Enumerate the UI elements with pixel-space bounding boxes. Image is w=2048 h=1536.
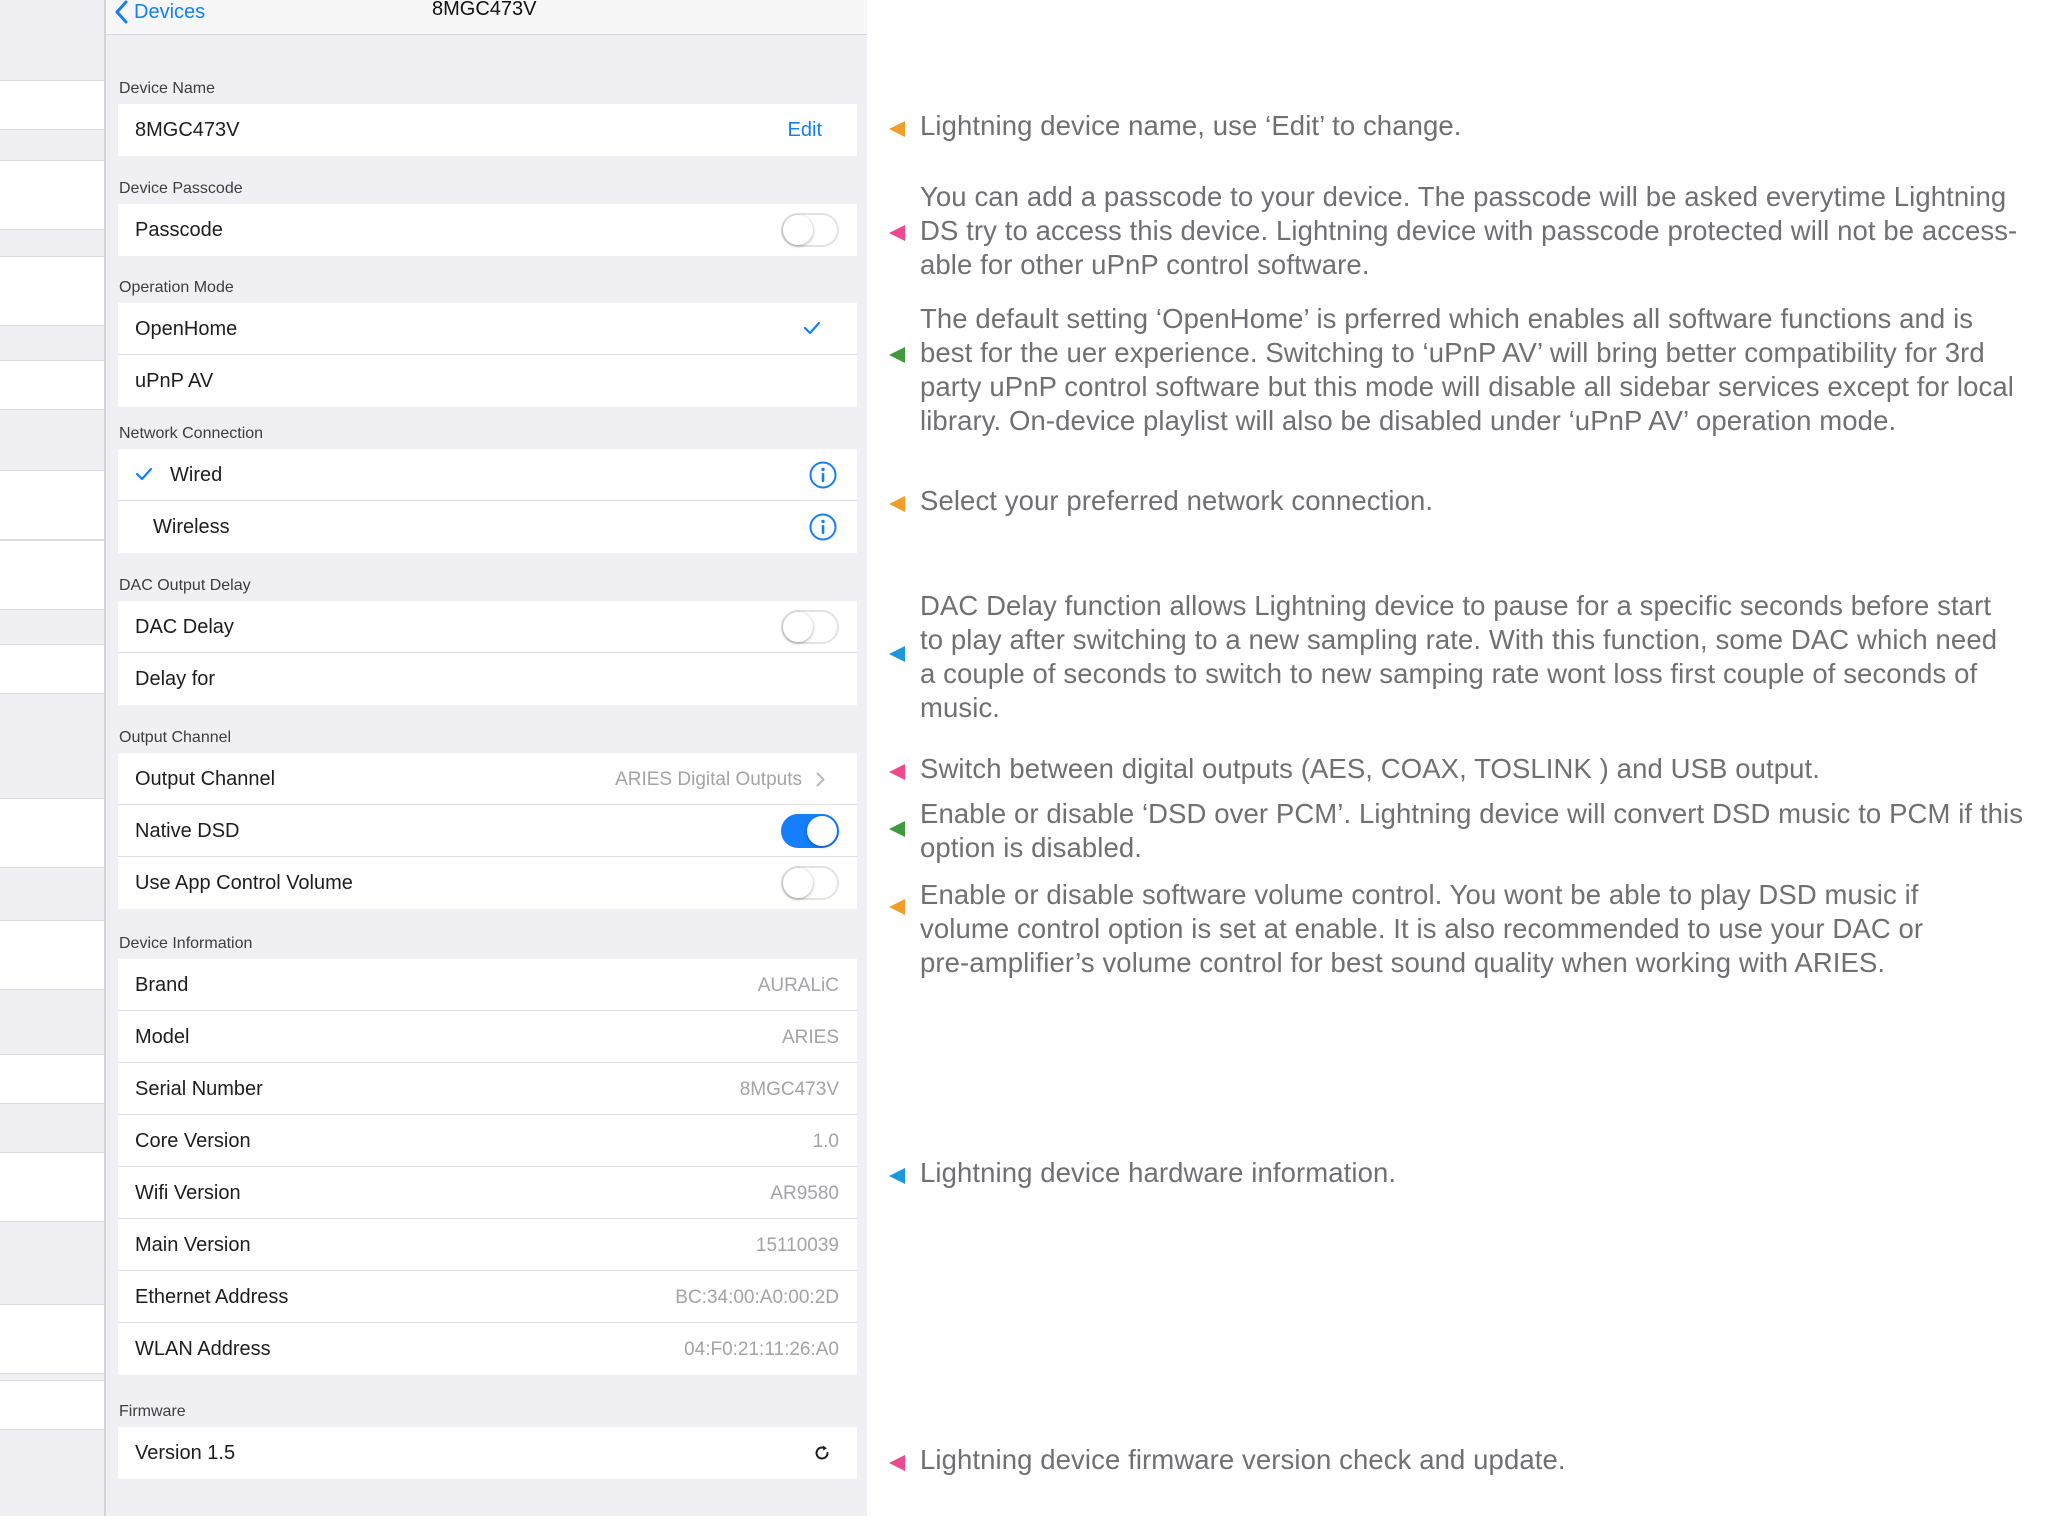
device-settings-panel <box>106 0 867 1516</box>
master-list-cell[interactable] <box>0 1380 104 1430</box>
device-info-row <box>118 1115 857 1167</box>
section-header-dac-output-delay: DAC Output Delay <box>119 577 251 594</box>
device-info-label: Core Version <box>135 1130 251 1152</box>
device-info-value: 04:F0:21:11:26:A0 <box>684 1339 839 1360</box>
device-info-row <box>118 1167 857 1219</box>
device-info-label: Ethernet Address <box>135 1286 289 1308</box>
annotation-line: Enable or disable software volume control. You wont be able to play DSD music if <box>920 879 1919 910</box>
annotation-line: best for the uer experience. Switching to ‘uPnP AV’ will bring better compatibility for 3rd <box>920 337 1985 368</box>
app-volume-label: Use App Control Volume <box>135 872 353 894</box>
device-name-value: 8MGC473V <box>135 119 240 141</box>
device-info-row <box>118 1271 857 1323</box>
group-dac-output-delay <box>118 601 857 705</box>
device-info-value: AURALiC <box>757 975 839 996</box>
annotation-line: pre-amplifier’s volume control for best sound quality when working with ARIES. <box>920 947 1886 978</box>
annotation-note <box>920 1156 1396 1190</box>
network-option-wireless[interactable] <box>118 501 857 553</box>
annotation-note <box>920 1443 1566 1477</box>
app-volume-toggle[interactable] <box>781 866 839 900</box>
output-channel-value: ARIES Digital Outputs <box>615 769 802 790</box>
output-channel-row[interactable] <box>118 753 857 805</box>
master-list-cell[interactable] <box>0 540 104 610</box>
option-label: OpenHome <box>135 318 238 340</box>
firmware-row <box>118 1427 857 1479</box>
annotation-pointer-icon <box>889 1168 905 1184</box>
annotation-line: Switch between digital outputs (AES, COAX, TOSLINK ) and USB output. <box>920 753 1820 784</box>
device-info-value: ARIES <box>781 1027 839 1048</box>
annotation-pointer-icon <box>889 121 905 137</box>
output-channel-label: Output Channel <box>135 768 276 790</box>
annotation-note <box>920 752 1820 786</box>
toggle-knob <box>783 868 813 898</box>
annotation-line: Lightning device hardware information. <box>920 1157 1397 1188</box>
annotation-note <box>920 878 1923 980</box>
network-option-wired[interactable] <box>118 449 857 501</box>
master-list-cell[interactable] <box>0 644 104 694</box>
annotation-line: Enable or disable ‘DSD over PCM’. Lightning device will convert DSD music to PCM if this <box>920 798 2024 829</box>
annotation-line: a couple of seconds to switch to new samping rate wont loss first couple of seconds of <box>920 658 1978 689</box>
section-header-device-name: Device Name <box>119 80 216 97</box>
device-info-value: 1.0 <box>812 1131 839 1152</box>
master-list-cell[interactable] <box>0 80 104 130</box>
annotation-line: volume control option is set at enable. It is also recommended to use your DAC or <box>920 913 1924 944</box>
group-firmware <box>118 1427 857 1479</box>
group-output-channel <box>118 753 857 909</box>
annotation-note <box>920 797 2023 865</box>
annotation-pointer-icon <box>889 646 905 662</box>
device-info-row <box>118 1011 857 1063</box>
device-info-value: 15110039 <box>755 1235 839 1256</box>
chevron-right-icon <box>816 772 825 787</box>
toggle-knob <box>783 612 813 642</box>
device-info-label: WLAN Address <box>135 1338 271 1360</box>
device-info-value: BC:34:00:A0:00:2D <box>675 1287 839 1308</box>
master-list-cell[interactable] <box>0 920 104 990</box>
back-button[interactable] <box>114 0 205 26</box>
annotation-line: You can add a passcode to your device. The passcode will be asked everytime Lightning <box>920 181 2007 212</box>
master-list-cell[interactable] <box>0 470 104 540</box>
annotation-line: The default setting ‘OpenHome’ is prferred which enables all software functions and is <box>920 303 1974 334</box>
master-list-cell[interactable] <box>0 798 104 868</box>
firmware-version-label: Version 1.5 <box>135 1442 236 1464</box>
native-dsd-label: Native DSD <box>135 820 240 842</box>
annotation-line: party uPnP control software but this mode will disable all sidebar services except for local <box>920 371 2014 402</box>
group-operation-mode <box>118 303 857 407</box>
annotation-line: library. On-device playlist will also be disabled under ‘uPnP AV’ operation mode. <box>920 405 1897 436</box>
annotation-pointer-icon <box>889 496 905 512</box>
device-info-row <box>118 1219 857 1271</box>
dac-delay-label: DAC Delay <box>135 616 234 638</box>
back-label: Devices <box>134 0 206 23</box>
master-list-cell[interactable] <box>0 1304 104 1374</box>
section-header-network-connection: Network Connection <box>119 425 264 442</box>
annotation-note <box>920 109 1462 143</box>
toggle-knob <box>807 816 837 846</box>
annotation-line: music. <box>920 692 1001 723</box>
annotation-note <box>920 302 2014 438</box>
master-list-cell[interactable] <box>0 360 104 410</box>
navigation-bar <box>106 0 867 35</box>
toggle-knob <box>783 215 813 245</box>
native-dsd-row <box>118 805 857 857</box>
info-icon[interactable] <box>809 513 837 541</box>
annotation-note <box>920 180 2017 282</box>
passcode-row <box>118 204 857 256</box>
page-title: 8MGC473V <box>432 0 537 20</box>
operation-mode-option-openhome[interactable] <box>118 303 857 355</box>
delay-for-row[interactable] <box>118 653 857 705</box>
annotation-note <box>920 589 1997 725</box>
annotation-pointer-icon <box>889 821 905 837</box>
passcode-toggle[interactable] <box>781 213 839 247</box>
device-info-label: Serial Number <box>135 1078 263 1100</box>
app-volume-row <box>118 857 857 909</box>
device-info-row <box>118 959 857 1011</box>
chevron-left-icon <box>114 0 128 24</box>
option-label: uPnP AV <box>135 370 214 392</box>
option-label: Wireless <box>153 516 230 538</box>
annotation-line: able for other uPnP control software. <box>920 249 1370 280</box>
edit-button[interactable]: Edit <box>787 119 822 141</box>
annotation-line: DAC Delay function allows Lightning device to pause for a specific seconds before start <box>920 590 1992 621</box>
master-list-cell[interactable] <box>0 1152 104 1222</box>
annotation-line: Lightning device name, use ‘Edit’ to change. <box>920 110 1462 141</box>
master-list-cell[interactable] <box>0 160 104 230</box>
device-info-value: AR9580 <box>770 1183 839 1204</box>
dac-delay-toggle[interactable] <box>781 610 839 644</box>
device-info-label: Wifi Version <box>135 1182 241 1204</box>
annotation-line: Lightning device firmware version check and update. <box>920 1444 1566 1475</box>
section-header-device-information: Device Information <box>119 935 253 952</box>
annotation-pointer-icon <box>889 225 905 241</box>
annotation-note <box>920 484 1433 518</box>
device-info-label: Main Version <box>135 1234 251 1256</box>
checkmark-icon <box>803 321 821 335</box>
device-info-row <box>118 1063 857 1115</box>
annotation-line: option is disabled. <box>920 832 1143 863</box>
dac-delay-row <box>118 601 857 653</box>
passcode-label: Passcode <box>135 219 223 241</box>
section-header-output-channel: Output Channel <box>119 729 232 746</box>
annotation-pointer-icon <box>889 899 905 915</box>
option-label: Wired <box>170 464 223 486</box>
delay-for-label: Delay for <box>135 668 216 690</box>
section-header-operation-mode: Operation Mode <box>119 279 234 296</box>
group-device-information <box>118 959 857 1375</box>
annotation-line: Select your preferred network connection. <box>920 485 1434 516</box>
checkmark-icon <box>135 467 153 481</box>
refresh-icon[interactable] <box>813 1444 831 1462</box>
device-info-label: Brand <box>135 974 189 996</box>
device-info-label: Model <box>135 1026 190 1048</box>
annotation-line: to play after switching to a new sampling rate. With this function, some DAC which need <box>920 624 1998 655</box>
annotation-line: DS try to access this device. Lightning device with passcode protected will not be access- <box>920 215 2018 246</box>
master-list-strip <box>0 0 106 1516</box>
section-header-firmware: Firmware <box>119 1403 186 1420</box>
device-info-row <box>118 1323 857 1375</box>
device-name-row <box>118 104 857 156</box>
master-list-cell[interactable] <box>0 1054 104 1104</box>
group-device-name <box>118 104 857 156</box>
device-info-value: 8MGC473V <box>739 1079 839 1100</box>
native-dsd-toggle[interactable] <box>781 814 839 848</box>
annotation-pointer-icon <box>889 347 905 363</box>
group-network-connection <box>118 449 857 553</box>
operation-mode-option-upnp-av[interactable] <box>118 355 857 407</box>
group-device-passcode <box>118 204 857 256</box>
annotation-pointer-icon <box>889 1455 905 1471</box>
master-list-cell[interactable] <box>0 256 104 326</box>
annotation-pointer-icon <box>889 764 905 780</box>
section-header-device-passcode: Device Passcode <box>119 180 243 197</box>
info-icon[interactable] <box>809 461 837 489</box>
